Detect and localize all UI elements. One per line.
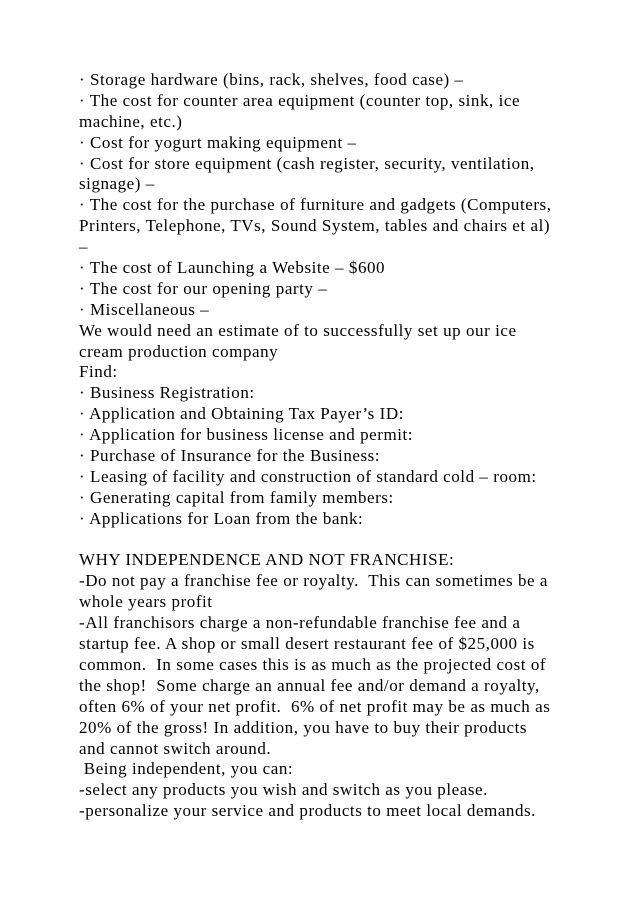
text-line: We would need an estimate of to successfully set up our ice bbox=[79, 320, 517, 340]
blank-line bbox=[79, 530, 619, 551]
section-heading: WHY INDEPENDENCE AND NOT FRANCHISE: bbox=[79, 550, 455, 570]
text-line: 20% of the gross! In addition, you have to buy their products bbox=[79, 717, 528, 737]
text-line: · Applications for Loan from the bank: bbox=[79, 508, 364, 528]
text-line: · Generating capital from family members: bbox=[79, 487, 394, 507]
text-line: · The cost for counter area equipment (counter top, sink, ice bbox=[79, 90, 521, 110]
text-line: Printers, Telephone, TVs, Sound System, tables and chairs et al) bbox=[79, 216, 551, 236]
text-line: -select any products you wish and switch as you please. bbox=[79, 780, 488, 800]
text-line: signage) – bbox=[79, 174, 155, 194]
text-line: and cannot switch around. bbox=[79, 738, 272, 758]
text-line: -Do not pay a franchise fee or royalty. This can sometimes be a bbox=[79, 571, 549, 591]
text-line: · Cost for yogurt making equipment – bbox=[79, 132, 357, 152]
text-line: the shop! Some charge an annual fee and/or demand a royalty, bbox=[79, 675, 540, 695]
text-line: -All franchisors charge a non-refundable franchise fee and a bbox=[79, 613, 521, 633]
text-line: machine, etc.) bbox=[79, 111, 183, 131]
text-line: · Business Registration: bbox=[79, 383, 255, 403]
text-line: · Purchase of Insurance for the Business: bbox=[79, 446, 381, 466]
text-line: · Leasing of facility and construction of standard cold – room: bbox=[79, 466, 537, 486]
text-line: · Miscellaneous – bbox=[79, 299, 210, 319]
text-line: Find: bbox=[79, 362, 118, 382]
text-line: Being independent, you can: bbox=[79, 759, 294, 779]
text-line: often 6% of your net profit. 6% of net profit may be as much as bbox=[79, 696, 551, 716]
text-line: · Application for business license and permit: bbox=[79, 425, 414, 445]
text-line: · Storage hardware (bins, rack, shelves, food case) – bbox=[79, 70, 464, 89]
text-line: cream production company bbox=[79, 341, 279, 361]
text-line: -personalize your service and products to meet local demands. bbox=[79, 801, 536, 821]
text-line: · The cost for the purchase of furniture and gadgets (Computers, bbox=[79, 195, 552, 215]
text-line: common. In some cases this is as much as the projected cost of bbox=[79, 654, 547, 674]
text-line: · Cost for store equipment (cash register, security, ventilation, bbox=[79, 153, 535, 173]
text-line: whole years profit bbox=[79, 592, 213, 612]
text-line: · Application and Obtaining Tax Payer’s ID: bbox=[79, 404, 404, 424]
text-line: – bbox=[79, 237, 89, 257]
document-text bbox=[79, 70, 619, 822]
text-line: · The cost for our opening party – bbox=[79, 278, 328, 298]
text-line: startup fee. A shop or small desert restaurant fee of $25,000 is bbox=[79, 634, 535, 654]
text-line: · The cost of Launching a Website – $600 bbox=[79, 258, 386, 278]
